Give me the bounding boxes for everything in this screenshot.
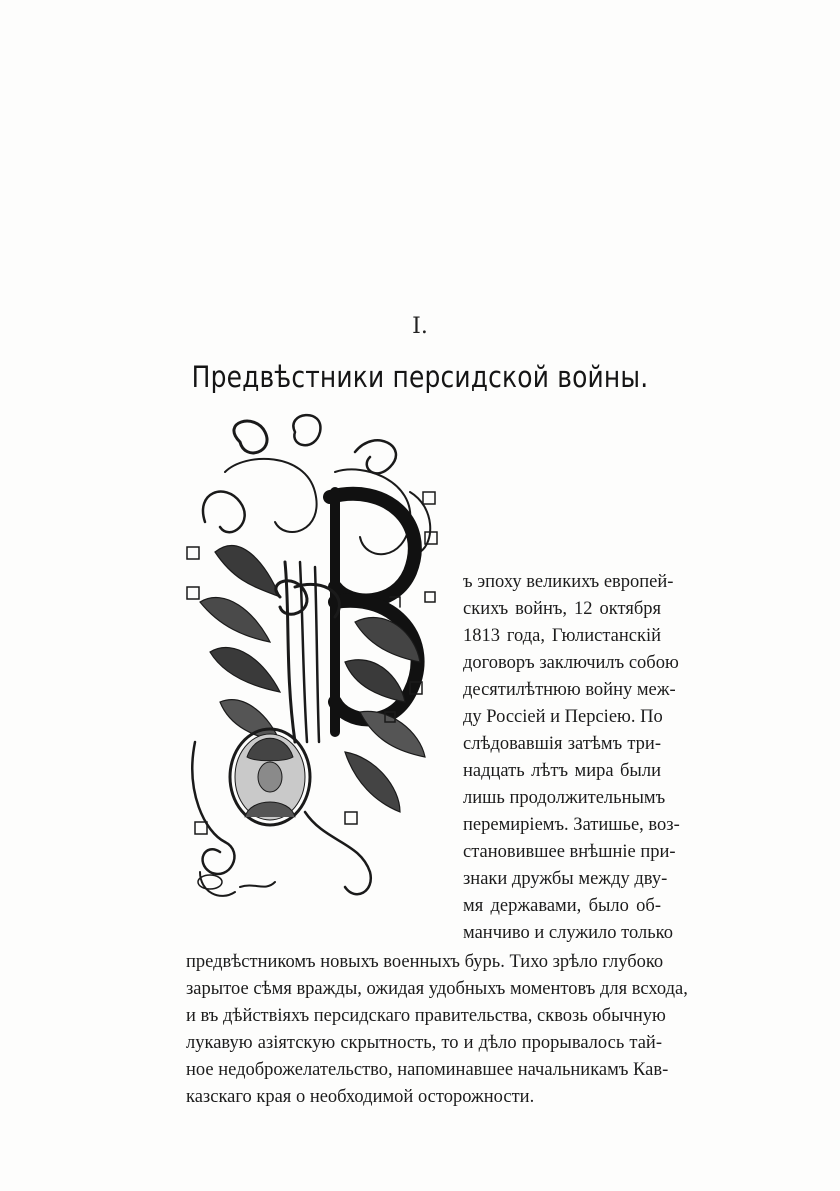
chapter-number: I. [412,314,428,339]
text-line: знаки дружбы между дву- [463,869,668,889]
text-line: зарытое сѣмя вражды, ожидая удобныхъ моментовъ для всхода, [186,979,688,999]
chapter-title: Предвѣстники персидской войны. [191,360,649,394]
text-line: перемиріемъ. Затишье, воз- [463,815,680,835]
text-line: лишь продолжительнымъ [463,788,666,808]
ornate-initial-letter-icon [185,412,447,910]
text-line: надцать лѣтъ мира были [463,761,661,781]
text-line: предвѣстникомъ новыхъ военныхъ бурь. Тихо зрѣло глубоко [186,952,664,972]
text-line: скихъ войнъ, 12 октября [463,599,661,619]
text-line: манчиво и служило только [463,923,673,943]
text-line: 1813 года, Гюлистанскій [463,626,661,646]
text-line: договоръ заключилъ собою [463,653,679,673]
text-line: и въ дѣйствіяхъ персидскаго правительства, сквозь обычную [186,1006,666,1026]
text-line: становившее внѣшніе при- [463,842,676,862]
text-line: слѣдовавшія затѣмъ три- [463,734,661,754]
text-line: лукавую азіятскую скрытность, то и дѣло прорывалось тай- [186,1033,662,1053]
text-line: казскаго края о необходимой осторожности. [186,1087,535,1107]
text-line: мя державами, было об- [463,896,661,916]
text-line: ное недоброжелательство, напоминавшее начальникамъ Кав- [186,1060,669,1080]
text-line: ъ эпоху великихъ европей- [463,572,674,592]
text-line: десятилѣтнюю войну меж- [463,680,676,700]
text-line: ду Россіей и Персіею. По [463,707,663,727]
